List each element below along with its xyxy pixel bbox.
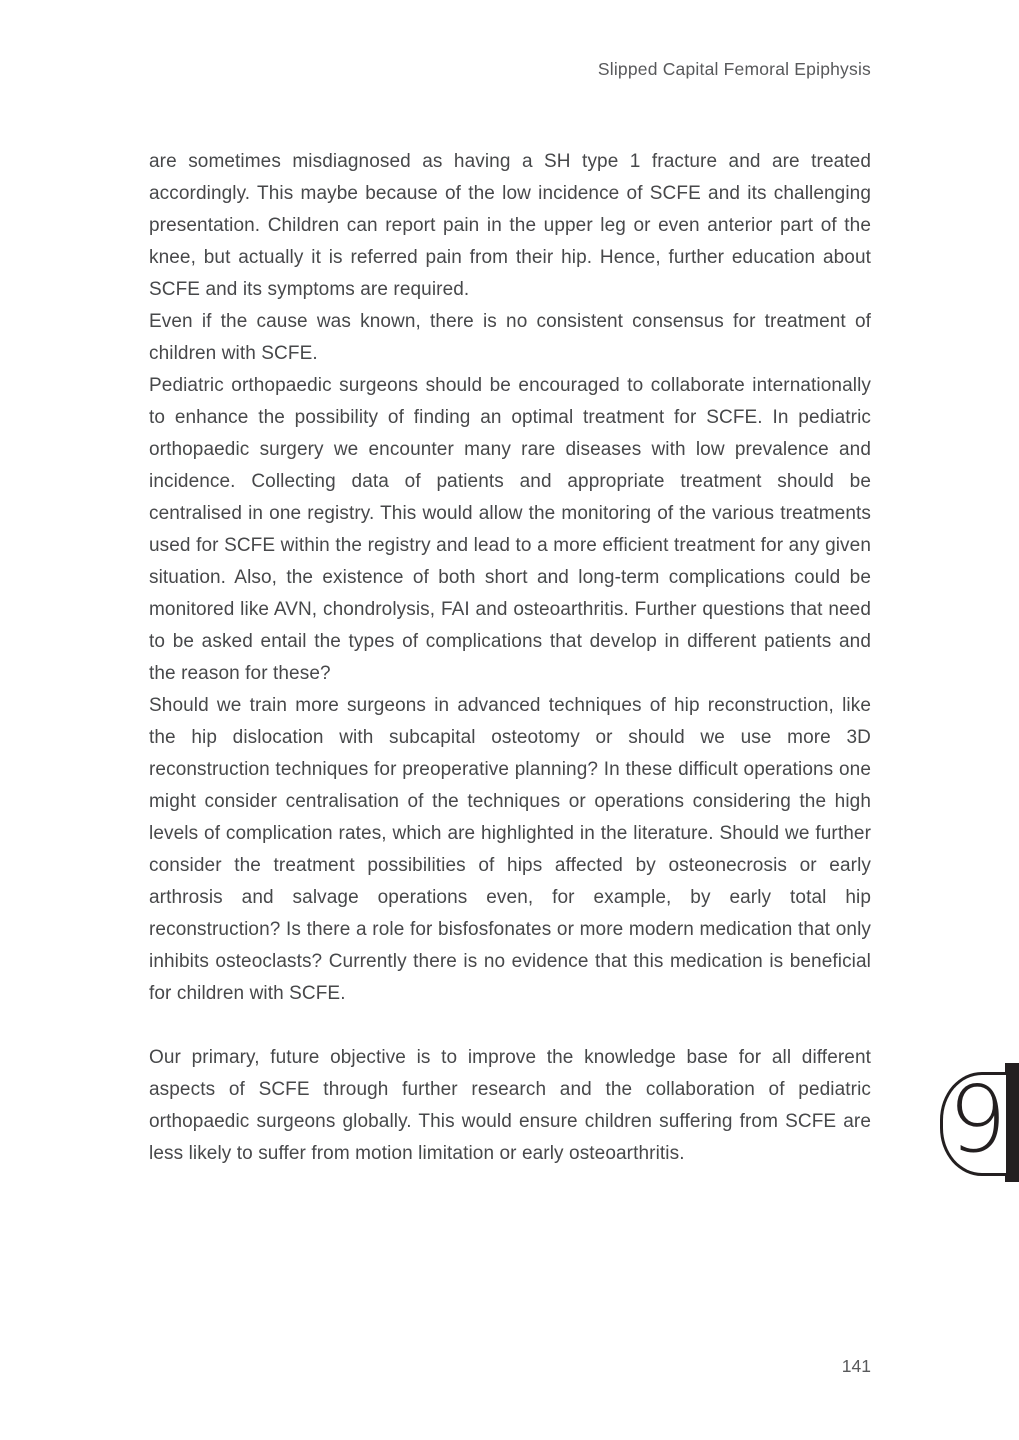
body-text-block bbox=[149, 146, 871, 1170]
chapter-number-bubble bbox=[940, 1066, 1007, 1176]
paragraph: are sometimes misdiagnosed as having a SH type 1 fracture and are treated accordingly. This maybe because of the low incidence of SCFE and its challenging presentation. Children can report pain in the upper leg or even anterior part of the knee, but actually it is referred pain from their hip. Hence, further education about SCFE and its symptoms are required. bbox=[149, 151, 871, 300]
chapter-tab-bar bbox=[1005, 1063, 1019, 1182]
paragraph: Should we train more surgeons in advanced techniques of hip reconstruction, like the hip dislocation with subcapital osteotomy or should we use more 3D reconstruction techniques for preoperative planning? In these difficult operations one might consider centralisation of the techniques or operations considering the high levels of complication rates, which are highlighted in the literature. Should we further consider the treatment possibilities of hips affected by osteonecrosis or early arthrosis and salvage operations even, for example, by early total hip reconstruction? Is there a role for bisfosfonates or more modern medication that only inhibits osteoclasts? Currently there is no evidence that this medication is beneficial for children with SCFE. bbox=[149, 695, 871, 1004]
paragraph: Our primary, future objective is to improve the knowledge base for all different aspects of SCFE through further research and the collaboration of pediatric orthopaedic surgeons globally. This would ensure children suffering from SCFE are less likely to suffer from motion limitation or early osteoarthritis. bbox=[149, 1047, 871, 1164]
chapter-number: 9 bbox=[948, 1066, 1007, 1173]
running-header: Slipped Capital Femoral Epiphysis bbox=[597, 59, 871, 79]
paragraph: Even if the cause was known, there is no consistent consensus for treatment of children with SCFE. bbox=[149, 311, 871, 364]
paragraph: Pediatric orthopaedic surgeons should be encouraged to collaborate internationally to enhance the possibility of finding an optimal treatment for SCFE. In pediatric orthopaedic surgery we encounter many rare diseases with low prevalence and incidence. Collecting data of patients and appropriate treatment should be centralised in one registry. This would allow the monitoring of the various treatments used for SCFE within the registry and lead to a more efficient treatment for any given situation. Also, the existence of both short and long-term complications could be monitored like AVN, chondrolysis, FAI and osteoarthritis. Further questions that need to be asked entail the types of complications that develop in different patients and the reason for these? bbox=[149, 375, 871, 684]
chapter-tab bbox=[923, 1063, 1019, 1183]
page-number: 141 bbox=[841, 1356, 871, 1376]
